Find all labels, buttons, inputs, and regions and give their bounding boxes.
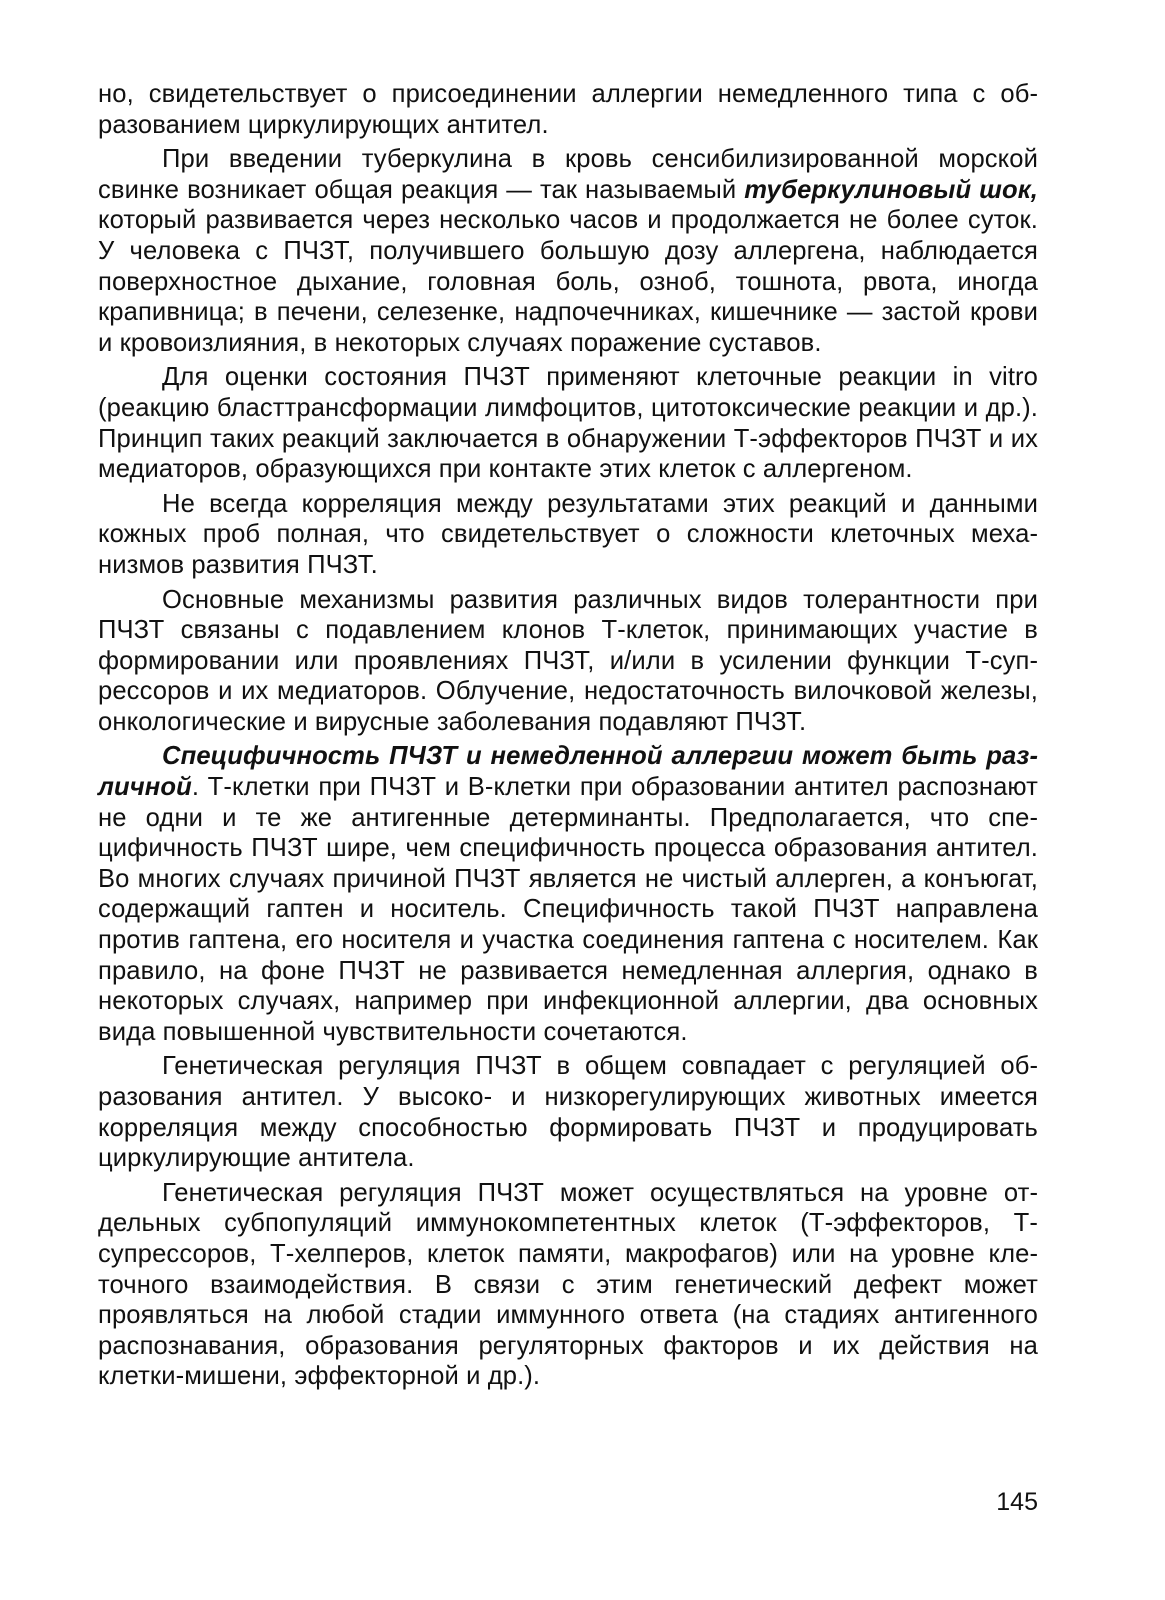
paragraph-2 bbox=[98, 144, 1038, 358]
paragraph-5 bbox=[98, 585, 1038, 738]
paragraph-1 bbox=[98, 79, 1038, 140]
paragraph-text: Не всегда корреляция между результатами этих реакций и данными кожных проб полная, что свидетельствует о сложности клеточных механизмов развития ПЧЗТ. bbox=[98, 489, 1038, 579]
page-body bbox=[98, 79, 1038, 1392]
paragraph-text: но, свидетельствует о присоединении аллергии немедленного типа с образованием циркулирующих антител. bbox=[98, 80, 1038, 139]
paragraph-text: который развивается через несколько часов и продолжается не более суток. У человека с ПЧЗТ, получившего большую дозу аллергена, наблюдается поверхностное дыхание, головная боль, озноб, тошнота, рвота, иногда крапивница; в печени, селезенке, надпочечниках, кишечнике — застой крови и кровоизлияния, в некоторых случаях поражение суставов. bbox=[98, 206, 1038, 357]
paragraph-text: . Т-клетки при ПЧЗТ и В-клетки при образовании антител распознают не одни и те же антигенные детерминанты. Предполагается, что специфичность ПЧЗТ шире, чем специфичность процесса образования антител. Во многих случаях причиной ПЧЗТ является не чистый аллерген, а конъюгат, содержащий гаптен и носитель. Специфичность такой ПЧЗТ направлена против гаптена, его носителя и участка соединения гаптена с носителем. Как правило, на фоне ПЧЗТ не развивается немедленная аллергия, однако в некоторых случаях, например при инфекционной аллергии, два основных вида повышенной чувствительности сочетаются. bbox=[98, 773, 1038, 1046]
paragraph-7 bbox=[98, 1051, 1038, 1173]
paragraph-4 bbox=[98, 489, 1038, 581]
paragraph-text: Для оценки состояния ПЧЗТ применяют клеточные реакции in vitro (реакцию бласттрансформации лимфоцитов, цитотоксические реакции и др.). Принцип таких реакций заключается в обнаружении Т-эффекторов ПЧЗТ и их медиаторов, образующихся при контакте этих клеток с аллергеном. bbox=[98, 363, 1038, 484]
paragraph-text: Основные механизмы развития различных видов толерантности при ПЧЗТ связаны с подавлением клонов Т-клеток, принимающих участие в формировании или проявлениях ПЧЗТ, и/или в усилении функции Т-супрессоров и их медиаторов. Облучение, недостаточность вилочковой железы, онкологические и вирусные заболевания подавляют ПЧЗТ. bbox=[98, 585, 1038, 736]
emphasized-term: Специфичность ПЧЗТ и немедленной аллергии может быть различной bbox=[98, 742, 1038, 802]
emphasized-term: туберкулиновый шок, bbox=[744, 175, 1038, 204]
paragraph-text: Генетическая регуляция ПЧЗТ в общем совпадает с регуляцией образования антител. У высоко- и низкорегулирующих животных имеется корреляция между способностью формировать ПЧЗТ и продуцировать циркулирующие антитела. bbox=[98, 1052, 1038, 1173]
page-number: 145 bbox=[996, 1488, 1038, 1516]
paragraph-text: При введении туберкулина в кровь сенсибилизированной морской свинке возникает общая реакция — так называемый bbox=[98, 145, 1038, 204]
paragraph-text: Генетическая регуляция ПЧЗТ может осуществляться на уровне отдельных субпопуляций иммунокомпетентных клеток (Т-эффекторов, Т-супрессоров, Т-хелперов, клеток памяти, макрофагов) или на уровне клеточного взаимодействия. В связи с этим генетический дефект может проявляться на любой стадии иммунного ответа (на стадиях антигенного распознавания, образования регуляторных факторов и их действия на клетки-мишени, эффекторной и др.). bbox=[98, 1178, 1038, 1391]
paragraph-3 bbox=[98, 362, 1038, 484]
paragraph-8 bbox=[98, 1178, 1038, 1392]
paragraph-6 bbox=[98, 741, 1038, 1047]
